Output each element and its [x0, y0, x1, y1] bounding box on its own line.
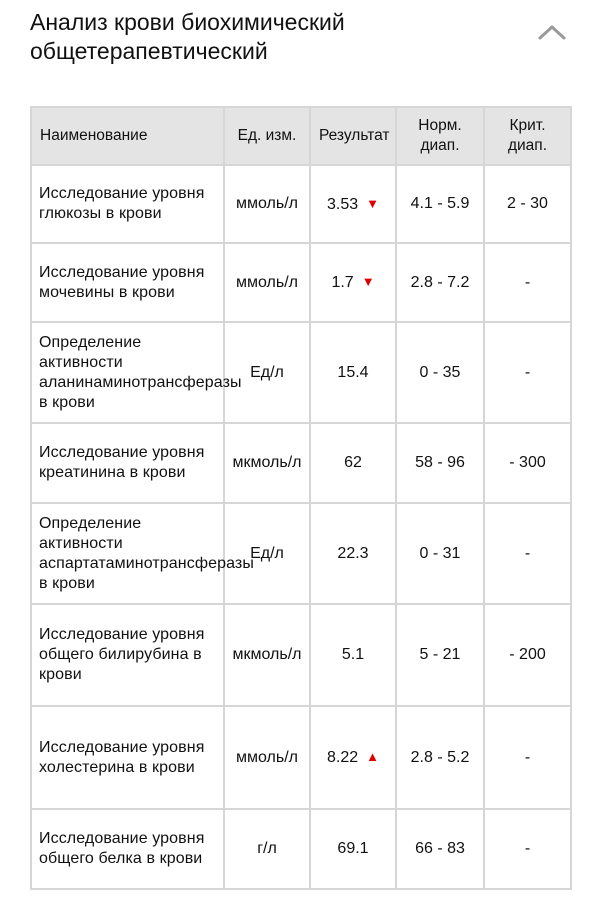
- test-unit: г/л: [224, 809, 310, 889]
- test-norm-range: 0 - 31: [396, 503, 484, 604]
- test-name: Исследование уровня общего белка в крови: [31, 809, 224, 889]
- test-result-cell: [310, 423, 396, 503]
- test-unit: Ед/л: [224, 503, 310, 604]
- table-row: [31, 706, 571, 809]
- test-crit-range: -: [484, 706, 571, 809]
- high-flag-icon: ▲: [366, 749, 379, 764]
- table-row: [31, 809, 571, 889]
- test-norm-range: 4.1 - 5.9: [396, 165, 484, 243]
- test-result-cell: [310, 243, 396, 322]
- test-result: 62: [344, 454, 362, 471]
- column-header-unit: Ед. изм.: [224, 107, 310, 165]
- test-norm-range: 5 - 21: [396, 604, 484, 706]
- test-norm-range: 58 - 96: [396, 423, 484, 503]
- test-unit: Ед/л: [224, 322, 310, 423]
- table-row: [31, 423, 571, 503]
- section-header[interactable]: [30, 8, 570, 78]
- column-header-norm: Норм. диап.: [396, 107, 484, 165]
- test-name: Исследование уровня креатинина в крови: [31, 423, 224, 503]
- test-result-cell: [310, 706, 396, 809]
- test-unit: ммоль/л: [224, 243, 310, 322]
- test-norm-range: 0 - 35: [396, 322, 484, 423]
- test-result-cell: [310, 604, 396, 706]
- table-row: [31, 604, 571, 706]
- collapse-button[interactable]: [534, 18, 570, 48]
- test-crit-range: -: [484, 809, 571, 889]
- test-name: Определение активности аспартатаминотрансферазы в крови: [31, 503, 224, 604]
- test-name: Исследование уровня общего билирубина в крови: [31, 604, 224, 706]
- test-name: Исследование уровня глюкозы в крови: [31, 165, 224, 243]
- table-row: [31, 165, 571, 243]
- chevron-up-icon: [534, 18, 570, 48]
- test-result: 69.1: [337, 840, 369, 857]
- test-crit-range: - 200: [484, 604, 571, 706]
- test-result-cell: [310, 165, 396, 243]
- section-title: Анализ крови биохимический общетерапевтический: [30, 9, 345, 64]
- test-result-cell: [310, 809, 396, 889]
- test-result: 22.3: [337, 544, 369, 562]
- test-norm-range: 2.8 - 7.2: [396, 243, 484, 322]
- test-name: Исследование уровня холестерина в крови: [31, 706, 224, 809]
- test-result: 3.53: [326, 195, 359, 213]
- results-table: [30, 106, 572, 890]
- column-header-crit: Крит. диап.: [484, 107, 571, 165]
- column-header-name: Наименование: [31, 107, 224, 165]
- table-row: [31, 243, 571, 322]
- table-header-row: [31, 107, 571, 165]
- test-norm-range: 66 - 83: [396, 809, 484, 889]
- test-crit-range: 2 - 30: [484, 165, 571, 243]
- low-flag-icon: ▼: [361, 274, 375, 289]
- test-crit-range: -: [484, 503, 571, 604]
- test-unit: ммоль/л: [224, 165, 310, 243]
- test-unit: мкмоль/л: [224, 604, 310, 706]
- test-unit: мкмоль/л: [224, 423, 310, 503]
- test-result: 8.22: [326, 749, 359, 766]
- test-name: Определение активности аланинаминотрансферазы в крови: [31, 322, 224, 423]
- test-result-cell: [310, 322, 396, 423]
- test-result: 5.1: [341, 646, 365, 663]
- column-header-result: Результат: [310, 107, 396, 165]
- test-result-cell: [310, 503, 396, 604]
- test-name: Исследование уровня мочевины в крови: [31, 243, 224, 322]
- table-row: [31, 322, 571, 423]
- test-norm-range: 2.8 - 5.2: [396, 706, 484, 809]
- test-result: 1.7: [331, 274, 354, 291]
- test-result: 15.4: [337, 363, 369, 381]
- table-row: [31, 503, 571, 604]
- test-crit-range: -: [484, 243, 571, 322]
- test-crit-range: -: [484, 322, 571, 423]
- test-crit-range: - 300: [484, 423, 571, 503]
- low-flag-icon: ▼: [366, 195, 379, 211]
- test-unit: ммоль/л: [224, 706, 310, 809]
